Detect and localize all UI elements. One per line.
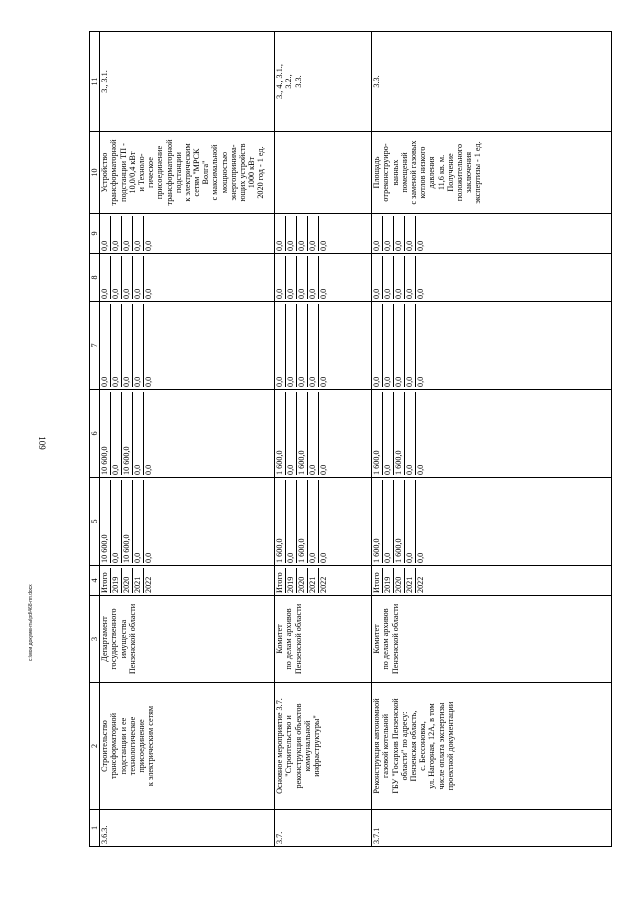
result-indicator-line: гическое — [146, 157, 156, 188]
extra-budget-value: 0,0 — [372, 216, 383, 251]
extra-budget-value: 0,0 — [297, 216, 308, 251]
regional-budget — [372, 390, 612, 478]
activity-name-line: инфраструктуры" — [311, 715, 321, 777]
target-reference-line: 3.2., — [284, 74, 294, 89]
regional-budget-value: 0,0 — [319, 464, 329, 475]
local-budget — [275, 254, 372, 302]
result-indicator-line: котлов низкого — [418, 146, 428, 199]
column-number-6: 6 — [90, 390, 100, 478]
local-budget-value: 0,0 — [372, 256, 383, 299]
activity-name-line: газовой котельной — [381, 713, 391, 779]
extra-budget-value: 0,0 — [394, 216, 405, 251]
activity-name-line: числе оплата экспертизы — [436, 702, 446, 790]
total-funding-value: 0,0 — [308, 480, 319, 563]
local-budget-value: 0,0 — [286, 256, 297, 299]
total-funding-value: 1 600,0 — [297, 480, 308, 563]
year — [372, 566, 612, 596]
regional-budget-value: 0,0 — [416, 464, 426, 475]
activity-name-line: технологическое — [127, 716, 137, 776]
responsible-executor-line: Пензенской области — [390, 603, 400, 675]
federal-budget — [100, 302, 275, 390]
extra-budget-value: 0,0 — [286, 216, 297, 251]
local-budget-value: 0,0 — [111, 256, 122, 299]
activity-name-line: области" по адресу: — [399, 711, 409, 781]
activity-name — [100, 683, 275, 810]
target-reference — [100, 32, 275, 132]
result-indicator-line: к электрическим — [182, 143, 192, 202]
year-value: 2019 — [111, 568, 122, 593]
total-funding-value: 0,0 — [416, 552, 426, 563]
total-funding-value: 1 600,0 — [372, 480, 383, 563]
extra-budget-value: 0,0 — [308, 216, 319, 251]
column-number-1: 1 — [90, 810, 100, 847]
regional-budget-value: 10 600,0 — [100, 392, 111, 475]
extra-budget-value: 0,0 — [405, 216, 416, 251]
regional-budget-value: 0,0 — [133, 392, 144, 475]
activity-name-line: к электрическим сетям — [146, 705, 156, 787]
regional-budget-value: 1 600,0 — [297, 392, 308, 475]
local-budget-value: 0,0 — [383, 256, 394, 299]
column-number-3: 3 — [90, 596, 100, 683]
column-number-7: 7 — [90, 302, 100, 390]
result-indicator-line: заключения — [464, 151, 474, 194]
local-budget-value: 0,0 — [416, 288, 426, 299]
regional-budget — [100, 390, 275, 478]
responsible-executor-line: Пензенской области — [127, 603, 137, 675]
item-number-line: 3.6.3. — [100, 825, 110, 844]
total-funding-value: 0,0 — [111, 480, 122, 563]
result-indicator-line: Волга" — [201, 160, 211, 185]
activity-name-line: проектной документации — [445, 701, 455, 791]
federal-budget — [275, 302, 372, 390]
result-indicator-line: Площадь — [372, 156, 382, 189]
column-number-5: 5 — [90, 478, 100, 566]
column-number-row — [90, 32, 100, 847]
result-indicator-line: ющих устройств — [238, 143, 247, 202]
local-budget-value: 0,0 — [133, 256, 144, 299]
responsible-executor-line: имущества — [118, 619, 128, 659]
local-budget-value: 0,0 — [144, 288, 154, 299]
result-indicator-line: 10,0/0,4 кВт — [127, 151, 137, 194]
result-indicator-line: экспертизы - 1 ед. — [473, 141, 483, 204]
column-number-8: 8 — [90, 254, 100, 302]
result-indicator-line: 1000 кВт — [247, 156, 257, 189]
local-budget-value: 0,0 — [122, 256, 133, 299]
responsible-executor-line: по делам архивов — [381, 608, 391, 670]
year — [100, 566, 275, 596]
extra-budget-value: 0,0 — [122, 216, 133, 251]
federal-budget-value: 0,0 — [100, 304, 111, 387]
target-reference — [275, 32, 372, 132]
result-indicator — [372, 132, 612, 214]
result-indicator-line: Устройство — [100, 152, 110, 193]
federal-budget-value: 0,0 — [319, 376, 329, 387]
item-number — [100, 810, 275, 847]
regional-budget-value: 0,0 — [144, 464, 154, 475]
activity-name-line: коммунальной — [302, 720, 312, 772]
year-value: 2022 — [319, 576, 329, 593]
target-reference-line: 3., 4., 3.1., — [275, 64, 285, 99]
activity-name-line: "Строительство и — [284, 715, 294, 777]
item-number — [372, 810, 612, 847]
total-funding-value: 10 600,0 — [100, 480, 111, 563]
federal-budget-value: 0,0 — [297, 304, 308, 387]
total-funding-value: 0,0 — [405, 480, 416, 563]
federal-budget-value: 0,0 — [133, 304, 144, 387]
extra-budget-value: 0,0 — [111, 216, 122, 251]
year-value: 2020 — [122, 568, 133, 593]
extra-budget-value: 0,0 — [275, 216, 286, 251]
year-value: 2021 — [405, 568, 416, 593]
result-indicator-line: давления — [427, 156, 437, 189]
total-funding — [275, 478, 372, 566]
extra-budget-value: 0,0 — [133, 216, 144, 251]
result-indicator-line: подстанции ТП - — [118, 143, 128, 202]
activity-name-line: Пензенская область, — [408, 710, 418, 782]
responsible-executor-line: Комитет — [275, 624, 285, 654]
result-indicator-line: ванных — [390, 159, 400, 186]
federal-budget-value: 0,0 — [383, 304, 394, 387]
responsible-executor-line: по делам архивов — [284, 608, 294, 670]
item-number-line: 3.7.1 — [372, 827, 382, 844]
result-indicator-line: и Техноло- — [136, 153, 146, 192]
regional-budget-value: 0,0 — [111, 392, 122, 475]
result-indicator-line: подстанции — [173, 152, 183, 193]
local-budget-value: 0,0 — [100, 256, 111, 299]
extra-budget-value: 0,0 — [383, 216, 394, 251]
result-indicator-line: мощностью — [219, 151, 229, 194]
result-indicator-line: энергопринима- — [228, 144, 238, 201]
federal-budget-value: 0,0 — [416, 376, 426, 387]
total-funding-value: 0,0 — [144, 552, 154, 563]
year-value: Итого — [100, 568, 111, 593]
result-indicator-line: помещений — [399, 152, 409, 193]
local-budget-value: 0,0 — [297, 256, 308, 299]
year-value: 2020 — [394, 568, 405, 593]
extra-budget-value: 0,0 — [319, 240, 329, 251]
responsible-executor-line: Комитет — [372, 624, 382, 654]
extra-budget — [100, 214, 275, 254]
result-indicator — [275, 132, 372, 214]
total-funding-value: 0,0 — [133, 480, 144, 563]
activity-name — [372, 683, 612, 810]
year-value: Итого — [275, 568, 286, 593]
extra-budget — [275, 214, 372, 254]
regional-budget-value: 1 600,0 — [372, 392, 383, 475]
local-budget-value: 0,0 — [319, 288, 329, 299]
year-value: 2022 — [144, 576, 154, 593]
local-budget — [100, 254, 275, 302]
responsible-executor-line: Пензенской области — [293, 603, 303, 675]
activity-name-line: Реконструкция автономной — [372, 698, 382, 794]
footer-file-path: c:\мои документы\pd\468-пп.docx — [28, 584, 34, 661]
responsible-executor-line: Департамент — [100, 616, 110, 662]
local-budget-value: 0,0 — [308, 256, 319, 299]
activity-name-line: присоединение — [136, 719, 146, 773]
activity-name-line: ГБУ "Госархив Пензенской — [390, 698, 400, 794]
federal-budget-value: 0,0 — [308, 304, 319, 387]
responsible-executor — [372, 596, 612, 683]
total-funding-value: 1 600,0 — [394, 480, 405, 563]
result-indicator-line: с максимальной — [210, 144, 220, 201]
year — [275, 566, 372, 596]
regional-budget-value: 1 600,0 — [275, 392, 286, 475]
activity-name-line: Строительство — [100, 720, 110, 772]
federal-budget — [372, 302, 612, 390]
extra-budget-value: 0,0 — [416, 240, 426, 251]
federal-budget-value: 0,0 — [111, 304, 122, 387]
item-number-line: 3.7. — [275, 831, 285, 844]
page-number: 109 — [36, 436, 47, 450]
federal-budget-value: 0,0 — [144, 376, 154, 387]
regional-budget — [275, 390, 372, 478]
table-row — [275, 32, 372, 847]
document-table-rotated — [89, 32, 612, 847]
local-budget-value: 0,0 — [405, 256, 416, 299]
year-value: 2020 — [297, 568, 308, 593]
responsible-executor-line: государственного — [109, 608, 119, 670]
federal-budget-value: 0,0 — [275, 304, 286, 387]
column-number-11: 11 — [90, 32, 100, 132]
result-indicator-line: сетям "МРСК — [192, 148, 202, 197]
total-funding-value: 0,0 — [319, 552, 329, 563]
program-activities-table — [89, 31, 612, 847]
result-indicator-line: трансформаторной — [164, 139, 174, 206]
year-value: 2019 — [286, 568, 297, 593]
regional-budget-value: 0,0 — [405, 392, 416, 475]
extra-budget-value: 0,0 — [144, 240, 154, 251]
local-budget-value: 0,0 — [275, 256, 286, 299]
total-funding-value: 10 600,0 — [122, 480, 133, 563]
result-indicator-line: 2020 год - 1 ед. — [256, 146, 266, 199]
federal-budget-value: 0,0 — [286, 304, 297, 387]
result-indicator-line: присоединение — [155, 145, 165, 200]
activity-name-line: реконструкция объектов — [293, 703, 303, 789]
responsible-executor — [100, 596, 275, 683]
column-number-10: 10 — [90, 132, 100, 214]
target-reference — [372, 32, 612, 132]
local-budget-value: 0,0 — [394, 256, 405, 299]
result-indicator — [100, 132, 275, 214]
table-row — [100, 32, 275, 847]
target-reference-line: 3.3. — [372, 75, 382, 88]
total-funding-value: 0,0 — [383, 480, 394, 563]
regional-budget-value: 0,0 — [308, 392, 319, 475]
activity-name-line: ул. Нагорная, 12А, в том — [427, 703, 437, 789]
total-funding-value: 1 600,0 — [275, 480, 286, 563]
target-reference-line: 3.3. — [293, 75, 303, 88]
total-funding — [372, 478, 612, 566]
item-number — [275, 810, 372, 847]
responsible-executor — [275, 596, 372, 683]
activity-name-line: подстанции и ее — [118, 717, 128, 775]
year-value: 2019 — [383, 568, 394, 593]
activity-name — [275, 683, 372, 810]
year-value: 2021 — [308, 568, 319, 593]
year-value: 2021 — [133, 568, 144, 593]
result-indicator-line: с заменой газовых — [408, 140, 418, 205]
total-funding-value: 0,0 — [286, 480, 297, 563]
extra-budget — [372, 214, 612, 254]
column-number-9: 9 — [90, 214, 100, 254]
activity-name-line: с. Бессоновка, — [418, 721, 428, 771]
regional-budget-value: 0,0 — [383, 392, 394, 475]
federal-budget-value: 0,0 — [405, 304, 416, 387]
federal-budget-value: 0,0 — [122, 304, 133, 387]
result-indicator-line: трансформаторной — [109, 139, 119, 206]
regional-budget-value: 10 600,0 — [122, 392, 133, 475]
table-row — [372, 32, 612, 847]
regional-budget-value: 0,0 — [286, 392, 297, 475]
federal-budget-value: 0,0 — [394, 304, 405, 387]
result-indicator-line: Получение — [445, 153, 455, 192]
regional-budget-value: 1 600,0 — [394, 392, 405, 475]
local-budget — [372, 254, 612, 302]
result-indicator-line: 11,6 кв. м. — [436, 154, 446, 191]
activity-name-line: Основное мероприятие 3.7. — [275, 698, 285, 794]
result-indicator-line: отреконструиро- — [381, 143, 391, 202]
extra-budget-value: 0,0 — [100, 216, 111, 251]
total-funding — [100, 478, 275, 566]
target-reference-line: 3., 3.1. — [100, 70, 110, 93]
column-number-2: 2 — [90, 683, 100, 810]
federal-budget-value: 0,0 — [372, 304, 383, 387]
year-value: Итого — [372, 568, 383, 593]
year-value: 2022 — [416, 576, 426, 593]
result-indicator-line: положительного — [454, 143, 464, 202]
column-number-4: 4 — [90, 566, 100, 596]
activity-name-line: трансформаторной — [109, 713, 119, 779]
